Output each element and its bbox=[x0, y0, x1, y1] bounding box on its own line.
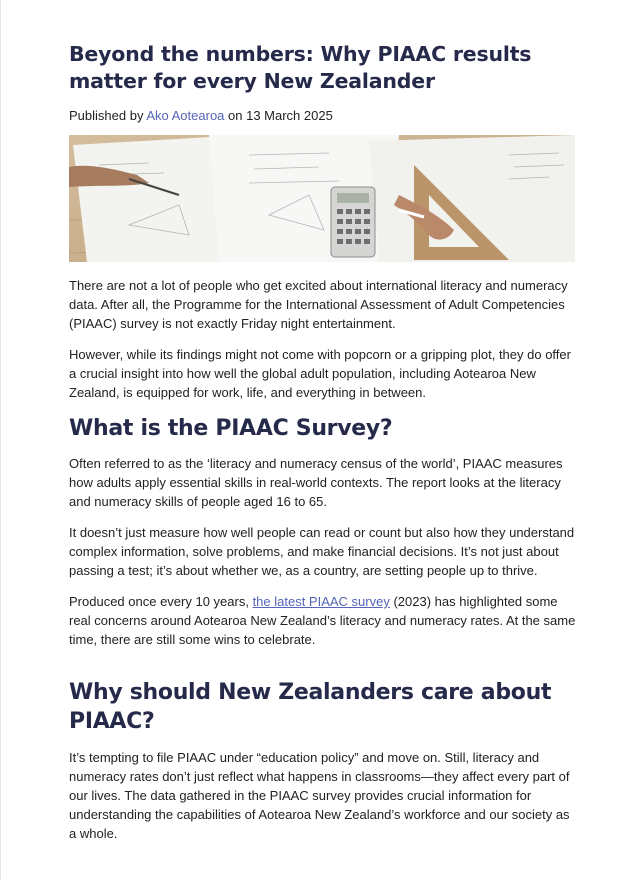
intro-paragraph: There are not a lot of people who get excited about international literacy and numeracy data. After all, the Programme for the International Assessment of Adult Competencies (PIAAC) survey is not exactly Friday night entertainment. bbox=[69, 278, 568, 331]
author-link[interactable]: Ako Aotearoa bbox=[146, 108, 225, 123]
article bbox=[69, 0, 577, 843]
hero-image bbox=[69, 135, 575, 262]
desk-study-photo-icon bbox=[69, 135, 575, 262]
byline-prefix: Published by bbox=[69, 108, 147, 123]
link-paragraph-text-after: (2023) has highlighted some real concerns around Aotearoa New Zealand’s literacy and numeracy rates. At the same time, there are still some wins to celebrate. bbox=[69, 594, 576, 647]
byline bbox=[69, 107, 577, 125]
section-paragraph: It doesn’t just measure how well people can read or count but also how they understand complex information, solve problems, and make financial decisions. It’s not just about passing a test; it’s about whether we, as a country, are setting people up to thrive. bbox=[69, 525, 575, 578]
section-paragraph: Often referred to as the ‘literacy and numeracy census of the world’, PIAAC measures how adults apply essential skills in real-world contexts. The report looks at the literacy and numeracy skills of people aged 16 to 65. bbox=[69, 456, 563, 509]
section-paragraph-with-link bbox=[69, 592, 577, 649]
intro-paragraph: However, while its findings might not come with popcorn or a gripping plot, they do offer a crucial insight into how well the global adult population, including Aotearoa New Zealand, is equipped for work, life, and everything in between. bbox=[69, 347, 571, 400]
page-left-border bbox=[0, 0, 1, 880]
section-heading-what-is-piaac: What is the PIAAC Survey? bbox=[69, 416, 393, 441]
article-title: Beyond the numbers: Why PIAAC results matter for every New Zealander bbox=[69, 42, 532, 93]
section-paragraph: It’s tempting to file PIAAC under “education policy” and move on. Still, literacy and numeracy rates don’t just reflect what happens in classrooms—they affect every part of our lives. The data gathered in the PIAAC survey provides crucial information for understanding the capabilities of Aotearoa New Zealand’s workforce and our society as a whole. bbox=[69, 750, 570, 841]
section-heading-why-care: Why should New Zealanders care about PIAAC? bbox=[69, 680, 552, 734]
publish-date: on 13 March 2025 bbox=[224, 108, 333, 123]
link-paragraph-text-before: Produced once every 10 years, bbox=[69, 594, 253, 609]
piaac-survey-link[interactable]: the latest PIAAC survey bbox=[252, 594, 390, 609]
